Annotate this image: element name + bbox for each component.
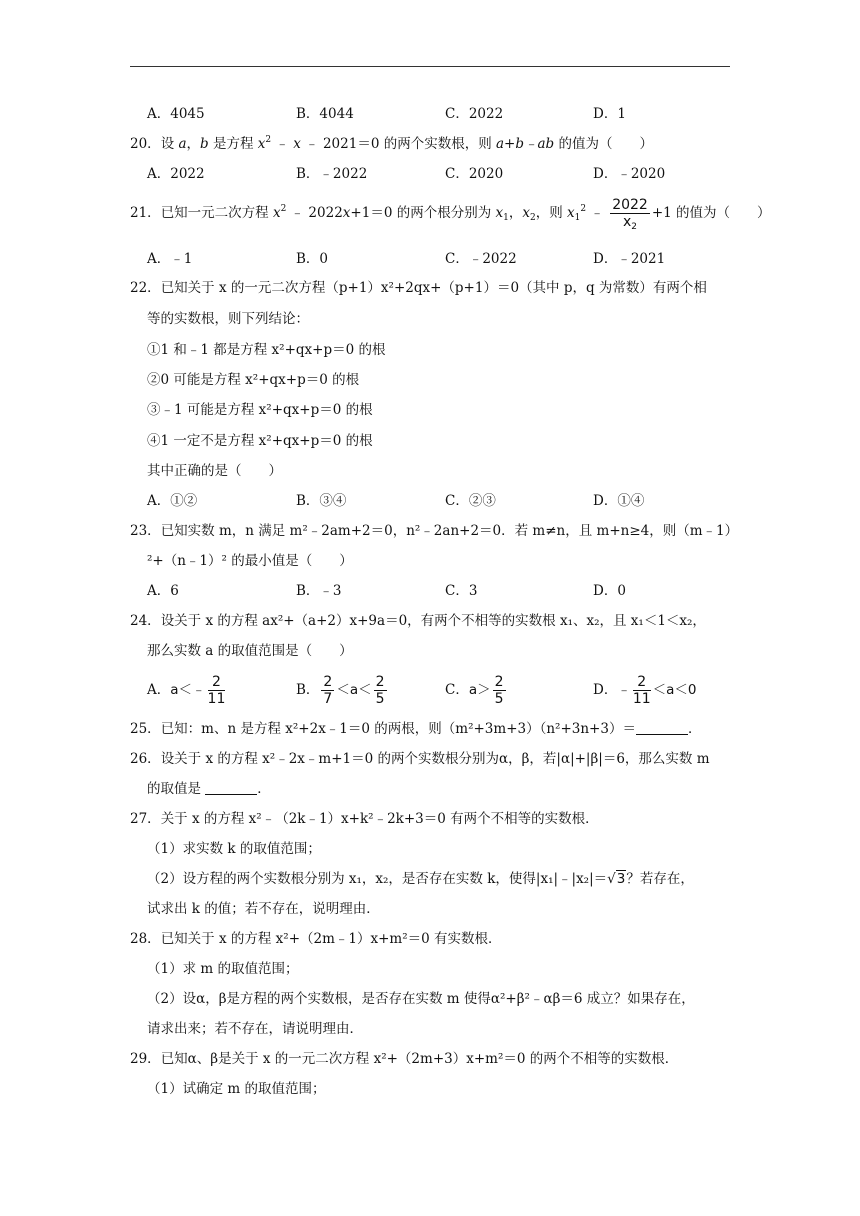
q23-stem-line1: 23．已知实数 m，n 满足 m²﹣2am+2＝0，n²﹣2an+2＝0．若 m≠n，且 m+n≥4，则（m﹣1） [130, 523, 739, 539]
sqrt-symbol: √3 [607, 871, 626, 887]
q28-part-2: （2）设α，β是方程的两个实数根，是否存在实数 m 使得α²+β²﹣αβ＝6 成立？如果存在， [147, 991, 695, 1007]
q21-option-c[interactable]: C．﹣2022 [445, 251, 517, 267]
q28-part-1: （1）求 m 的取值范围； [147, 961, 299, 977]
q21-stem: 21．已知一元二次方程 $x^2$ ﹣ 2022x+1＝0 的两个根分别为 $x_1$，$x_2$，则 $x_1^2$ ﹣ $\frac{2022}{x_2}$ +1 的值为（ ） [130, 197, 771, 232]
q26-stem-line1: 26．设关于 x 的方程 x²﹣2x﹣m+1＝0 的两个实数根分别为α，β，若|α|+|β|＝6，那么实数 m [130, 751, 710, 767]
q21-fraction: $\frac{2022}{x_2}$ [612, 197, 648, 232]
q22-statement-3: ③﹣1 可能是方程 x²+qx+p＝0 的根 [147, 402, 373, 418]
q22-option-d[interactable]: D．①④ [593, 493, 645, 509]
q24-option-c[interactable]: C．a＞ $\frac{2}{5}$ [445, 674, 504, 707]
q24-stem-line1: 24．设关于 x 的方程 ax²+（a+2）x+9a＝0，有两个不相等的实数根 x₁、x₂，且 x₁＜1＜x₂， [130, 613, 706, 629]
q20-stem: 20．设 a，b 是方程 $x^2$ ﹣ x ﹣ 2021＝0 的两个实数根，则 a+b﹣ab 的值为（ ） [130, 135, 653, 152]
q23-option-d[interactable]: D．0 [593, 583, 626, 599]
q25-stem: 25．已知：m、n 是方程 x²+2x﹣1＝0 的两根，则（m²+3m+3）（n²+3n+3）＝ ． [130, 721, 702, 737]
q29-stem: 29．已知α、β是关于 x 的一元二次方程 x²+（2m+3）x+m²＝0 的两个不相等的实数根． [130, 1051, 679, 1067]
q20-option-d[interactable]: D．﹣2020 [593, 166, 666, 182]
q23-option-c[interactable]: C．3 [445, 583, 478, 599]
q22-stem-line2: 等的实数根，则下列结论： [147, 311, 309, 327]
q22-option-a[interactable]: A．①② [147, 493, 198, 509]
q19-option-c[interactable]: C．2022 [445, 106, 504, 122]
q22-statement-4: ④1 一定不是方程 x²+qx+p＝0 的根 [147, 433, 373, 449]
q22-option-c[interactable]: C．②③ [445, 493, 496, 509]
header-rule [130, 66, 730, 67]
q28-part-2-cont: 请求出来；若不存在，请说明理由． [147, 1021, 363, 1037]
q27-stem: 27．关于 x 的方程 x²﹣（2k﹣1）x+k²﹣2k+3＝0 有两个不相等的实数根． [130, 811, 599, 827]
q21-option-a[interactable]: A．﹣1 [147, 251, 193, 267]
q22-ask: 其中正确的是（ ） [147, 463, 282, 479]
q24-option-a[interactable]: A．a＜﹣ $\frac{2}{11}$ [147, 674, 226, 707]
q22-stem-line1: 22．已知关于 x 的一元二次方程（p+1）x²+2qx+（p+1）＝0（其中 p，q 为常数）有两个相 [130, 280, 707, 296]
q27-part-2-cont: 试求出 k 的值；若不存在，说明理由． [147, 901, 380, 917]
q21-option-d[interactable]: D．﹣2021 [593, 251, 666, 267]
q20-option-c[interactable]: C．2020 [445, 166, 504, 182]
q29-part-1: （1）试确定 m 的取值范围； [147, 1081, 326, 1097]
q20-option-b[interactable]: B．﹣2022 [296, 166, 368, 182]
q27-part-1: （1）求实数 k 的取值范围； [147, 841, 321, 857]
q22-statement-2: ②0 可能是方程 x²+qx+p＝0 的根 [147, 372, 360, 388]
q27-part-2: （2）设方程的两个实数根分别为 x₁，x₂，是否存在实数 k，使得|x₁|﹣|x₂|＝√3？若存在， [147, 871, 694, 887]
q25-answer-blank[interactable] [636, 722, 688, 735]
q19-option-d[interactable]: D．1 [593, 106, 626, 122]
q22-statement-1: ①1 和﹣1 都是方程 x²+qx+p＝0 的根 [147, 342, 386, 358]
q19-option-b[interactable]: B．4044 [296, 106, 354, 122]
q23-option-b[interactable]: B．﹣3 [296, 583, 342, 599]
q19-option-a[interactable]: A．4045 [147, 106, 205, 122]
q26-answer-blank[interactable] [205, 782, 257, 795]
q28-stem: 28．已知关于 x 的方程 x²+（2m﹣1）x+m²＝0 有实数根． [130, 931, 502, 947]
q22-option-b[interactable]: B．③④ [296, 493, 347, 509]
q21-option-b[interactable]: B．0 [296, 251, 329, 267]
q23-stem-line2: ²+（n﹣1）² 的最小值是（ ） [147, 553, 353, 569]
q24-option-d[interactable]: D．﹣ $\frac{2}{11}$ ＜a＜0 [593, 674, 697, 707]
q24-stem-line2: 那么实数 a 的取值范围是（ ） [147, 643, 353, 659]
q23-option-a[interactable]: A．6 [147, 583, 179, 599]
q26-stem-line2: 的取值是 ． [147, 781, 271, 797]
q24-option-b[interactable]: B． $\frac{2}{7}$ ＜a＜ $\frac{2}{5}$ [296, 674, 385, 707]
q20-option-a[interactable]: A．2022 [147, 166, 205, 182]
